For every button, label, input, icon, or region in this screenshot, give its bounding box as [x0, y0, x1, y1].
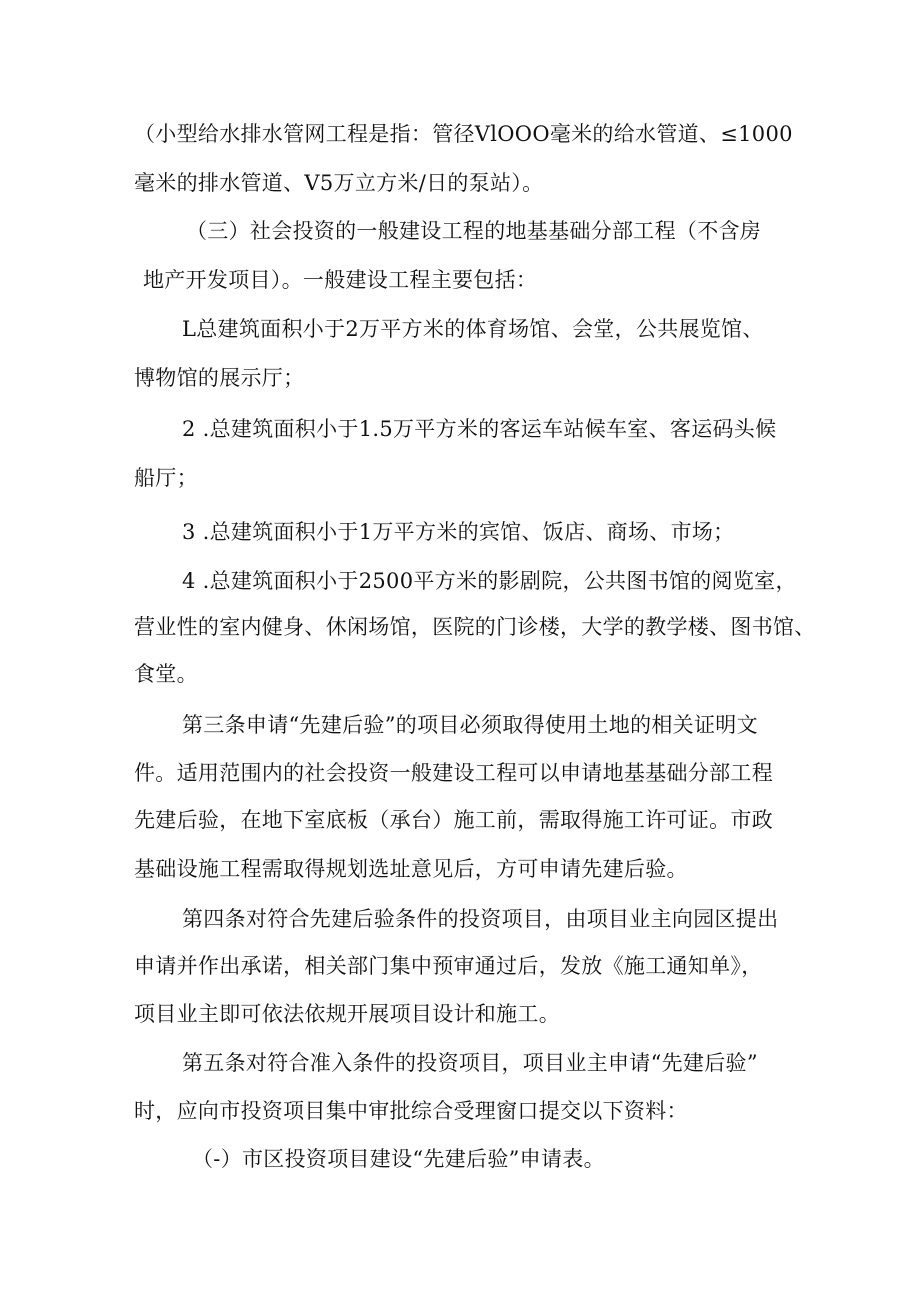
paragraph-line: 时，应向市投资项目集中审批综合受理窗口提交以下资料： [134, 1099, 688, 1123]
paragraph-line: 第三条申请“先建后验”的项目必须取得使用土地的相关证明文 [182, 713, 758, 737]
paragraph-line: 3 .总建筑面积小于1万平方米的宾馆、饭店、商场、市场； [182, 520, 735, 544]
paragraph-line: 营业性的室内健身、休闲场馆，医院的门诊楼，大学的教学楼、图书馆、 [134, 615, 816, 639]
paragraph-line: （-）市区投资项目建设“先建后验”申请表。 [192, 1147, 605, 1171]
paragraph-line: 项目业主即可依法依规开展项目设计和施工。 [134, 1002, 560, 1026]
paragraph-line: L总建筑面积小于2万平方米的体育场馆、会堂，公共展览馆、 [182, 317, 764, 341]
paragraph-line: 地产开发项目）。一般建设工程主要包括： [143, 268, 538, 292]
paragraph-line: 基础设施工程需取得规划选址意见后，方可申请先建后验。 [134, 857, 688, 881]
paragraph-line: 申请并作出承诺，相关部门集中预审通过后，发放《施工通知单》， [134, 954, 763, 978]
paragraph-line: 2 .总建筑面积小于1.5万平方米的客运车站候车室、客运码头候 [182, 417, 777, 441]
paragraph-line: （三）社会投资的一般建设工程的地基基础分部工程（不含房 [186, 219, 762, 243]
paragraph-line: 4 .总建筑面积小于2500平方米的影剧院，公共图书馆的阅览室， [182, 569, 797, 593]
paragraph-line: 第五条对符合准入条件的投资项目，项目业主申请“先建后验” [182, 1051, 758, 1075]
paragraph-line: 件。适用范围内的社会投资一般建设工程可以申请地基基础分部工程 [134, 761, 773, 785]
paragraph-line: 第四条对符合先建后验条件的投资项目，由项目业主向园区提出 [182, 907, 779, 931]
paragraph-line: 毫米的排水管道、V5万立方米/日的泵站）。 [134, 171, 544, 195]
paragraph-line: （小型给水排水管网工程是指：管径VlOOO毫米的给水管道、≤1000 [134, 122, 793, 146]
paragraph-line: 食堂。 [134, 662, 198, 686]
paragraph-line: 先建后验，在地下室底板（承台）施工前，需取得施工许可证。市政 [134, 808, 773, 832]
paragraph-line: 船厅； [134, 466, 198, 490]
paragraph-line: 博物馆的展示厅； [134, 366, 305, 390]
